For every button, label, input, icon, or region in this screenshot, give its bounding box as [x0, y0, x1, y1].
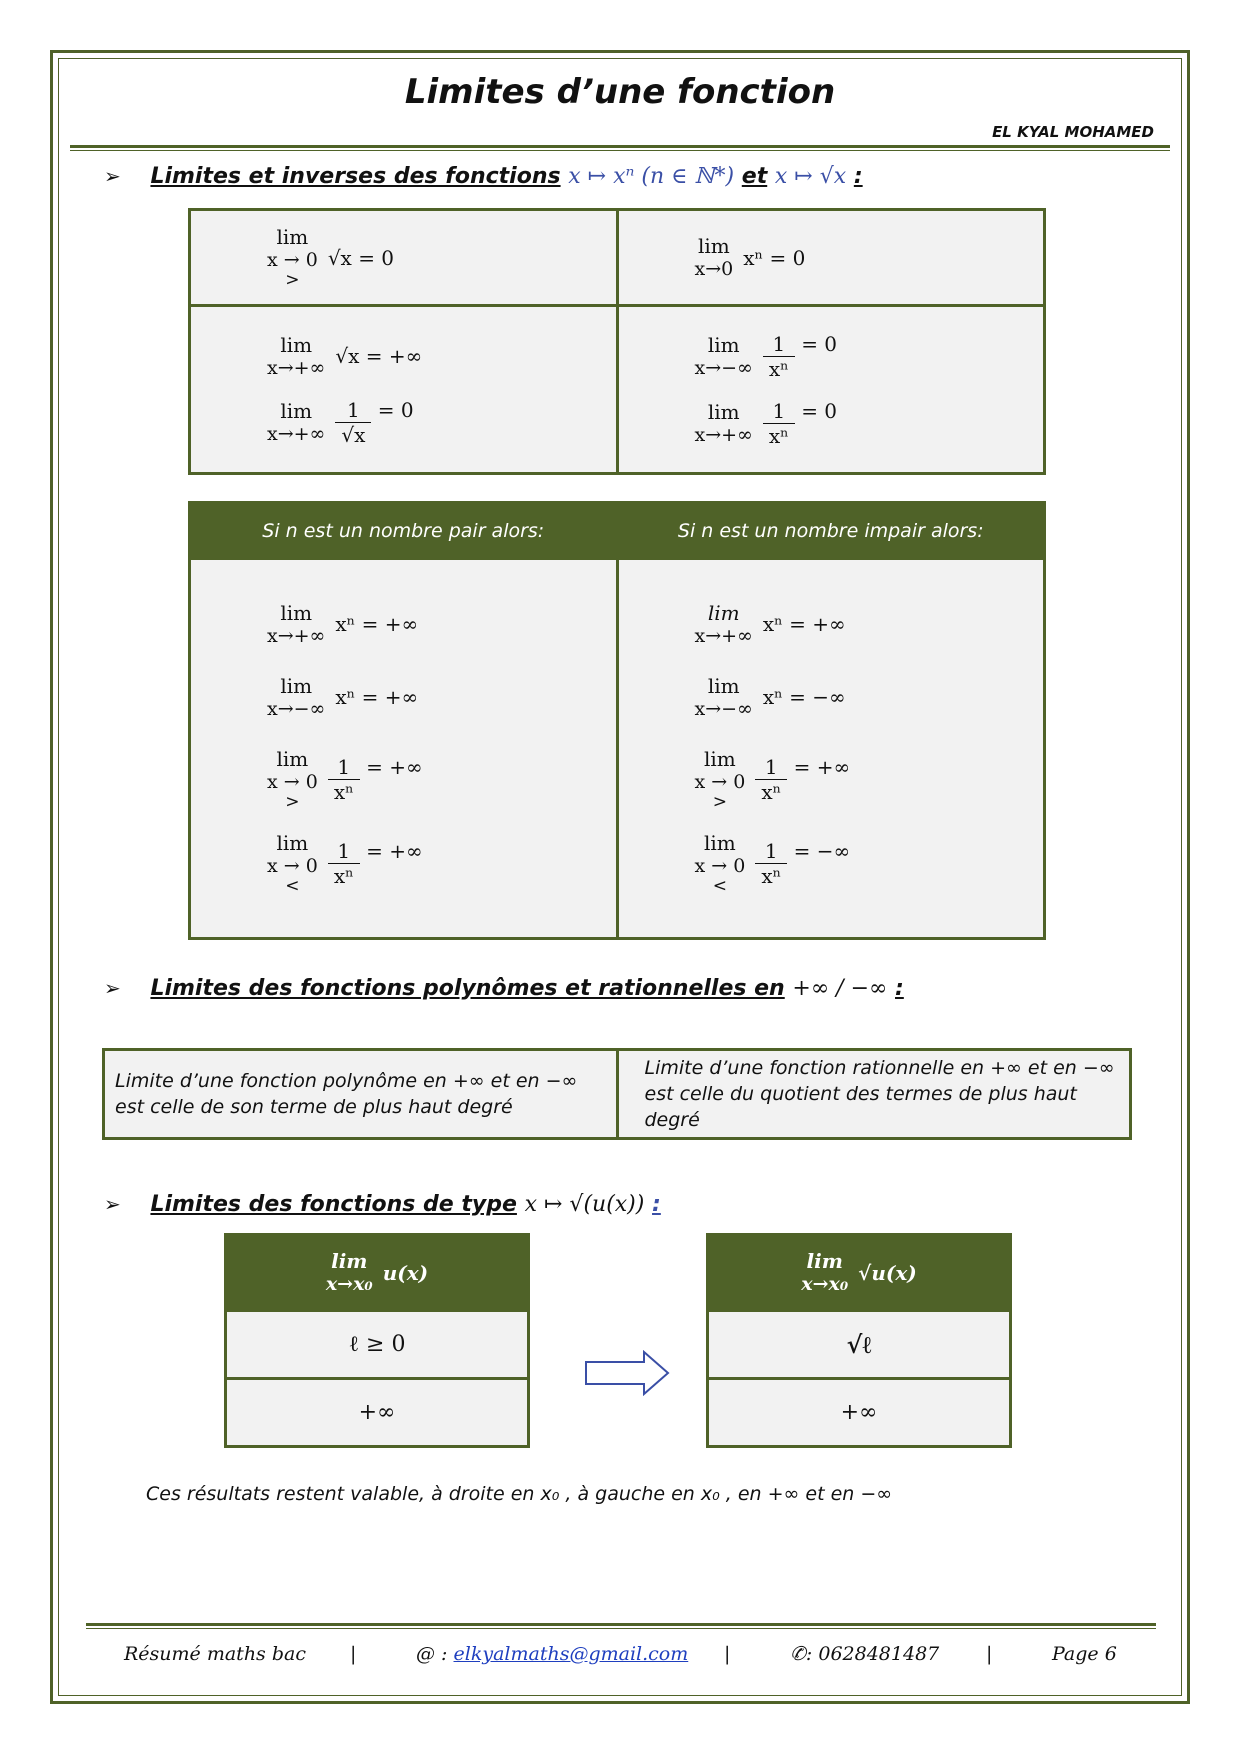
cell-u-limit-l: ℓ ≥ 0 — [226, 1311, 529, 1379]
footer-email-link[interactable]: elkyalmaths@gmail.com — [453, 1643, 689, 1665]
section-1-math1: x ↦ xⁿ (n ∈ ℕ*) — [568, 164, 735, 189]
cell-even-limits: lim x→+∞ xⁿ = +∞ lim x→−∞ xⁿ = +∞ lim x → 0 > $\frac{1}{\text{xⁿ}}$ = +∞ lim x → 0 < $\frac{1}{\text{xⁿ}}$ = +∞ — [190, 559, 618, 939]
bullet-arrow-icon: ➢ — [104, 976, 121, 1000]
header-u-limit: lim x→x₀ u(x) — [226, 1235, 529, 1311]
cell-odd-limits: lim x→+∞ xⁿ = +∞ lim x→−∞ xⁿ = −∞ lim x → 0 > $\frac{1}{\text{xⁿ}}$ = +∞ lim x → 0 < $\frac{1}{\text{xⁿ}}$ = −∞ — [617, 559, 1045, 939]
section-3-end: : — [652, 1192, 661, 1217]
footer-page-number: Page 6 — [1052, 1643, 1117, 1665]
section-3-label: Limites des fonctions de type — [150, 1192, 517, 1217]
bullet-arrow-icon: ➢ — [104, 1192, 121, 1216]
results-note: Ces résultats restent valable, à droite en x₀ , à gauche en x₀ , en +∞ et en −∞ — [146, 1483, 893, 1505]
section-1-math2: x ↦ √x — [774, 164, 847, 189]
footer-separator: | — [724, 1643, 731, 1665]
cell-xn-at-0: lim x→0 xⁿ = 0 — [617, 210, 1045, 306]
footer-phone-block — [790, 1643, 939, 1665]
section-heading-3 — [104, 1192, 661, 1217]
section-2-end: : — [895, 976, 904, 1001]
section-2-label: Limites des fonctions polynômes et rationnelles en — [150, 976, 785, 1001]
author-name: EL KYAL MOHAMED — [992, 123, 1154, 141]
section-1-end: : — [853, 164, 863, 189]
footer-separator: | — [986, 1643, 993, 1665]
section-heading-1 — [104, 164, 863, 189]
right-arrow-icon — [584, 1350, 670, 1396]
footer-email-prefix: @ : — [416, 1643, 448, 1665]
header-sqrt-u-limit: lim x→x₀ √u(x) — [708, 1235, 1011, 1311]
section-1-conj: et — [741, 164, 768, 189]
cell-u-limit-infinity: +∞ — [226, 1379, 529, 1447]
footer-doc-title: Résumé maths bac — [124, 1643, 306, 1665]
header-rule — [70, 145, 1170, 151]
phone-icon: ✆ — [790, 1643, 806, 1665]
footer-phone: : 0628481487 — [805, 1643, 940, 1665]
cell-inverse-xn-at-infinity: lim x→−∞ $\frac{1}{\text{xⁿ}}$ = 0 lim x→+∞ $\frac{1}{\text{xⁿ}}$ = 0 — [617, 306, 1045, 474]
section-2-math: +∞ / −∞ — [792, 976, 888, 1001]
cell-rational-rule: Limite d’une fonction rationnelle en +∞ et en −∞ est celle du quotient des termes de plus haut degré — [617, 1050, 1131, 1139]
footer-separator: | — [350, 1643, 357, 1665]
cell-sqrt-u-limit-infinity: +∞ — [708, 1379, 1011, 1447]
table-basic-limits — [188, 208, 1046, 475]
header-odd: Si n est un nombre impair alors: — [617, 503, 1045, 559]
table-parity-limits — [188, 501, 1046, 940]
bullet-arrow-icon: ➢ — [104, 164, 121, 188]
cell-polynomial-rule: Limite d’une fonction polynôme en +∞ et en −∞ est celle de son terme de plus haut degré — [104, 1050, 618, 1139]
header-even: Si n est un nombre pair alors: — [190, 503, 618, 559]
table-polynomial-rational — [102, 1048, 1132, 1140]
cell-sqrt-at-0: lim x → 0 > √x = 0 — [190, 210, 618, 306]
footer-rule — [86, 1623, 1156, 1629]
cell-sqrt-u-limit-l: √ℓ — [708, 1311, 1011, 1379]
footer-email-block — [416, 1643, 688, 1665]
section-1-label: Limites et inverses des fonctions — [150, 164, 561, 189]
table-sqrt-u-limit — [706, 1233, 1012, 1448]
section-3-math: x ↦ √(u(x)) — [524, 1192, 645, 1217]
table-u-limit — [224, 1233, 530, 1448]
page-title: Limites d’une fonction — [404, 72, 836, 112]
cell-sqrt-at-infinity: lim x→+∞ √x = +∞ lim x→+∞ $\frac{1}{√x}$ = 0 — [190, 306, 618, 474]
section-heading-2 — [104, 976, 904, 1001]
